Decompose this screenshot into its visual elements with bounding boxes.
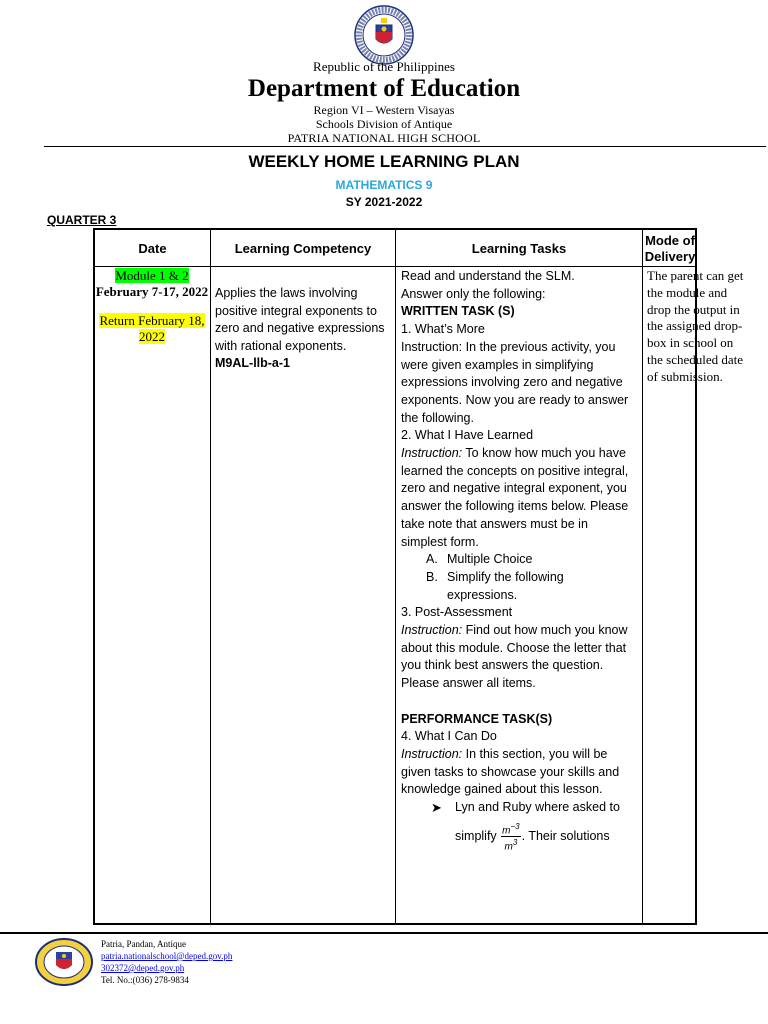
plan-title: WEEKLY HOME LEARNING PLAN <box>248 152 520 171</box>
header-tasks: Learning Tasks <box>471 240 567 256</box>
header-date: Date <box>138 240 167 256</box>
math-fraction <box>501 821 520 853</box>
task-instruction <box>401 339 635 428</box>
instruction-label: Instruction: <box>401 446 463 461</box>
footer-email-link[interactable]: patria.nationalschool@deped.gov.ph <box>101 951 233 961</box>
instruction-text: Find out how much you know about this module. Choose the letter that you think best answers the question. Please answer all items. <box>401 623 628 691</box>
list-item <box>401 551 635 569</box>
school-name: PATRIA NATIONAL HIGH SCHOOL <box>287 131 481 145</box>
instruction-text: In this section, you will be given tasks to showcase your skills and knowledge gained about this lesson. <box>401 746 620 797</box>
header-competency: Learning Competency <box>234 240 372 256</box>
list-item-text: Simplify the following expressions. <box>447 569 564 602</box>
competency-cell <box>215 285 391 373</box>
delivery-cell: The parent can get the module and drop the output in the assigned drop-box in school on the scheduled date of submission. <box>647 268 744 384</box>
intro-line: Read and understand the SLM. <box>401 269 575 283</box>
tasks-cell <box>401 268 635 852</box>
bullet-math-line <box>455 821 610 853</box>
competency-code: M9AL-llb-a-1 <box>215 356 290 370</box>
task-instruction <box>401 746 635 799</box>
region-line: Region VI – Western Visayas <box>313 103 455 117</box>
task-instruction <box>401 622 635 693</box>
instruction-text: To know how much you have learned the concepts on positive integral, zero and negative integral exponent, you answer the following items below. Please take note that answers must be in simplest form. <box>401 446 629 549</box>
column-divider <box>395 230 396 923</box>
arrow-bullet-icon: ➤ <box>431 800 442 816</box>
header-divider <box>44 146 766 147</box>
bullet-text: Lyn and Ruby where asked to <box>455 800 620 815</box>
date-range: February 7-17, 2022 <box>95 284 209 299</box>
competency-text: Applies the laws involving positive integral exponents to zero and negative expressions with rational exponents. <box>215 286 385 353</box>
instruction-label: Instruction: <box>401 339 463 354</box>
quarter-label: QUARTER 3 <box>47 213 117 227</box>
performance-task-heading: PERFORMANCE TASK(S) <box>401 711 553 726</box>
task-title: 1. What’s More <box>401 322 485 337</box>
instruction-label: Instruction: <box>401 623 463 638</box>
list-item-text: Multiple Choice <box>447 552 533 567</box>
module-label: Module 1 & 2 <box>115 268 189 283</box>
footer-email-link-2[interactable]: 302372@deped.gov.ph <box>101 963 185 973</box>
header-delivery <box>643 230 697 267</box>
frac-denominator-exponent: 3 <box>512 838 518 848</box>
instruction-label: Instruction: <box>401 746 463 761</box>
frac-numerator-exponent: −3 <box>510 821 520 831</box>
footer-address: Patria, Pandan, Antique <box>101 939 186 949</box>
bullet-item <box>401 799 635 852</box>
school-logo <box>34 937 94 987</box>
deped-seal-logo <box>354 5 414 65</box>
learning-plan-table <box>93 228 744 925</box>
header-delivery-label: Mode of Delivery <box>644 232 696 264</box>
task-item-list <box>401 551 635 604</box>
school-year: SY 2021-2022 <box>345 195 423 209</box>
spacer <box>401 693 635 711</box>
return-date: Return February 18, 2022 <box>99 313 205 344</box>
column-divider <box>210 230 211 923</box>
task-title: 3. Post-Assessment <box>401 605 513 620</box>
bullet-text: simplify <box>455 828 501 843</box>
written-task-heading: WRITTEN TASK (S) <box>401 304 515 319</box>
list-item <box>401 569 635 604</box>
bullet-text: . Their solutions <box>521 828 610 843</box>
frac-denominator: m <box>504 841 513 853</box>
list-marker: A. <box>426 552 438 567</box>
subject-label: MATHEMATICS 9 <box>335 178 433 192</box>
list-marker: B. <box>426 569 438 584</box>
republic-line: Republic of the Philippines <box>313 59 455 74</box>
department-name: Department of Education <box>247 75 521 102</box>
task-title: 4. What I Can Do <box>401 729 497 744</box>
task-instruction <box>401 445 635 551</box>
instruction-text: In the previous activity, you were given examples in simplifying expressions involving zero and negative exponents. Now you are ready to answer the following. <box>401 339 629 425</box>
footer-divider <box>0 932 768 934</box>
task-title: 2. What I Have Learned <box>401 428 534 443</box>
date-cell <box>95 268 209 345</box>
intro-line: Answer only the following: <box>401 286 546 301</box>
column-divider <box>642 230 643 923</box>
footer-contact <box>101 938 232 986</box>
division-line: Schools Division of Antique <box>315 117 453 131</box>
frac-numerator: m <box>502 825 511 837</box>
footer-telephone: Tel. No.:(036) 278-9834 <box>101 975 189 985</box>
